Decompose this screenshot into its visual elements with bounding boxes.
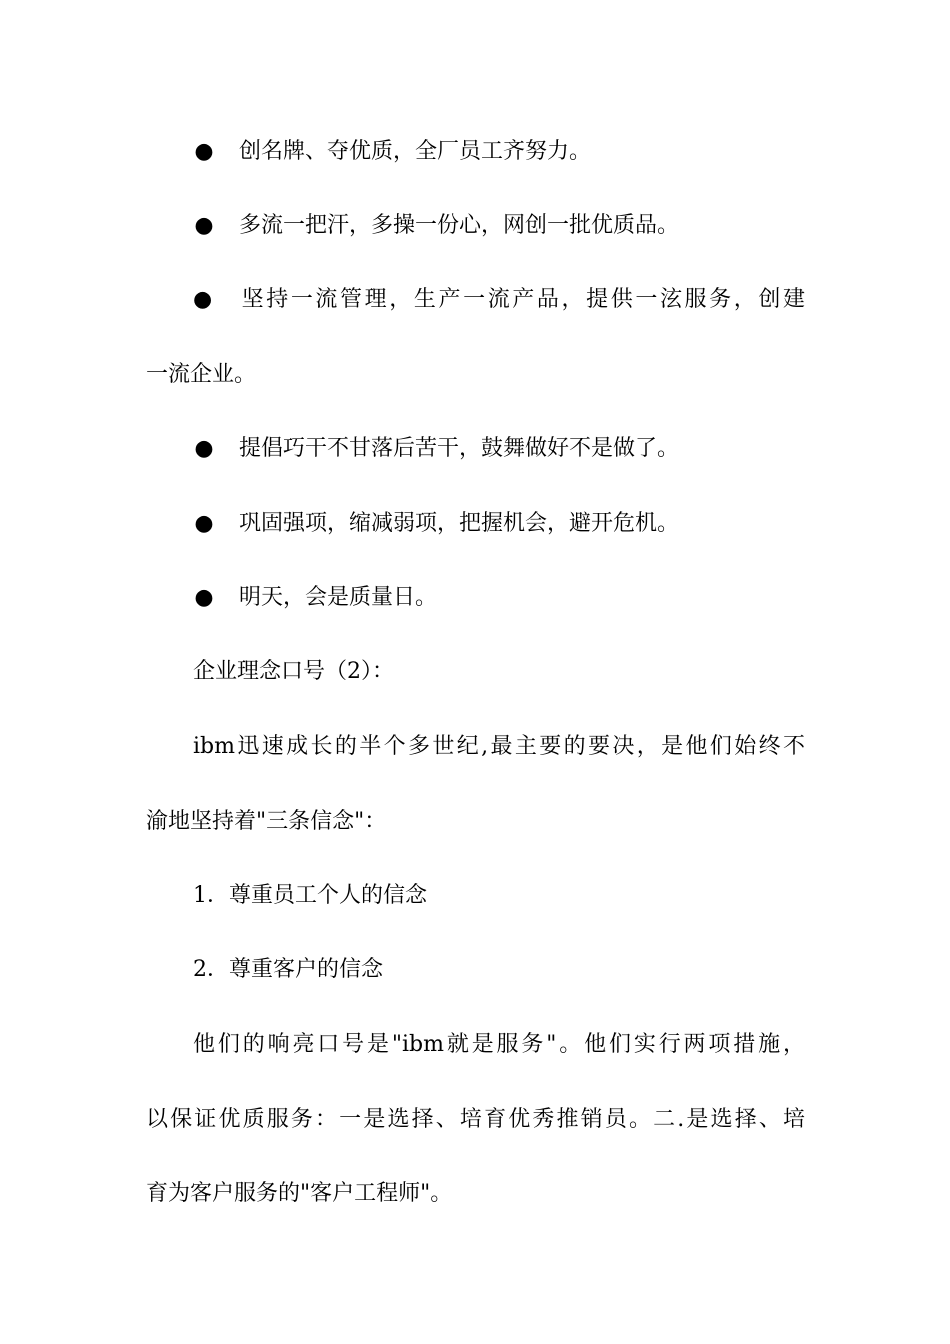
section-title: 企业理念口号（2）： xyxy=(193,659,394,684)
paragraph-line: 渝地坚持着"三条信念"： xyxy=(146,809,387,834)
list-item: 1．尊重员工个人的信念 xyxy=(193,883,427,908)
bullet-item xyxy=(193,211,805,241)
bullet-text: 多流一把汗，多操一份心，网创一批优质品。 xyxy=(239,213,680,238)
bullet-text: 明天，会是质量日。 xyxy=(239,585,438,610)
bullet-item xyxy=(193,285,805,315)
bullet-item xyxy=(193,434,805,464)
bullet-text: 巩固强项，缩减弱项，把握机会，避开危机。 xyxy=(239,511,680,536)
bullet-continuation: 一流企业。 xyxy=(146,362,257,387)
bullet-text: 创名牌、夺优质，全厂员工齐努力。 xyxy=(239,139,592,164)
bullet-text: 坚持一流管理，生产一流产品，提供一泫服务，创建 xyxy=(239,287,805,312)
bullet-icon: ● xyxy=(194,585,214,610)
bullet-item xyxy=(193,137,805,167)
paragraph-line: 他们的响亮口号是"ibm就是服务"。他们实行两项措施， xyxy=(193,1032,805,1057)
list-item: 2．尊重客户的信念 xyxy=(193,957,383,982)
bullet-icon: ● xyxy=(194,139,214,164)
bullet-icon: ● xyxy=(194,436,214,461)
bullet-item xyxy=(193,583,805,613)
bullet-icon: ● xyxy=(194,213,214,238)
paragraph-line: ibm迅速成长的半个多世纪,最主要的要决，是他们始终不 xyxy=(193,734,805,759)
bullet-text: 提倡巧干不甘落后苦干，鼓舞做好不是做了。 xyxy=(239,436,680,461)
bullet-item xyxy=(193,509,805,539)
paragraph-line: 育为客户服务的"客户工程师"。 xyxy=(146,1181,453,1206)
paragraph-line: 以保证优质服务：一是选择、培育优秀推销员。二.是选择、培 xyxy=(146,1107,805,1132)
bullet-icon: ● xyxy=(193,287,213,312)
bullet-icon: ● xyxy=(194,511,214,536)
